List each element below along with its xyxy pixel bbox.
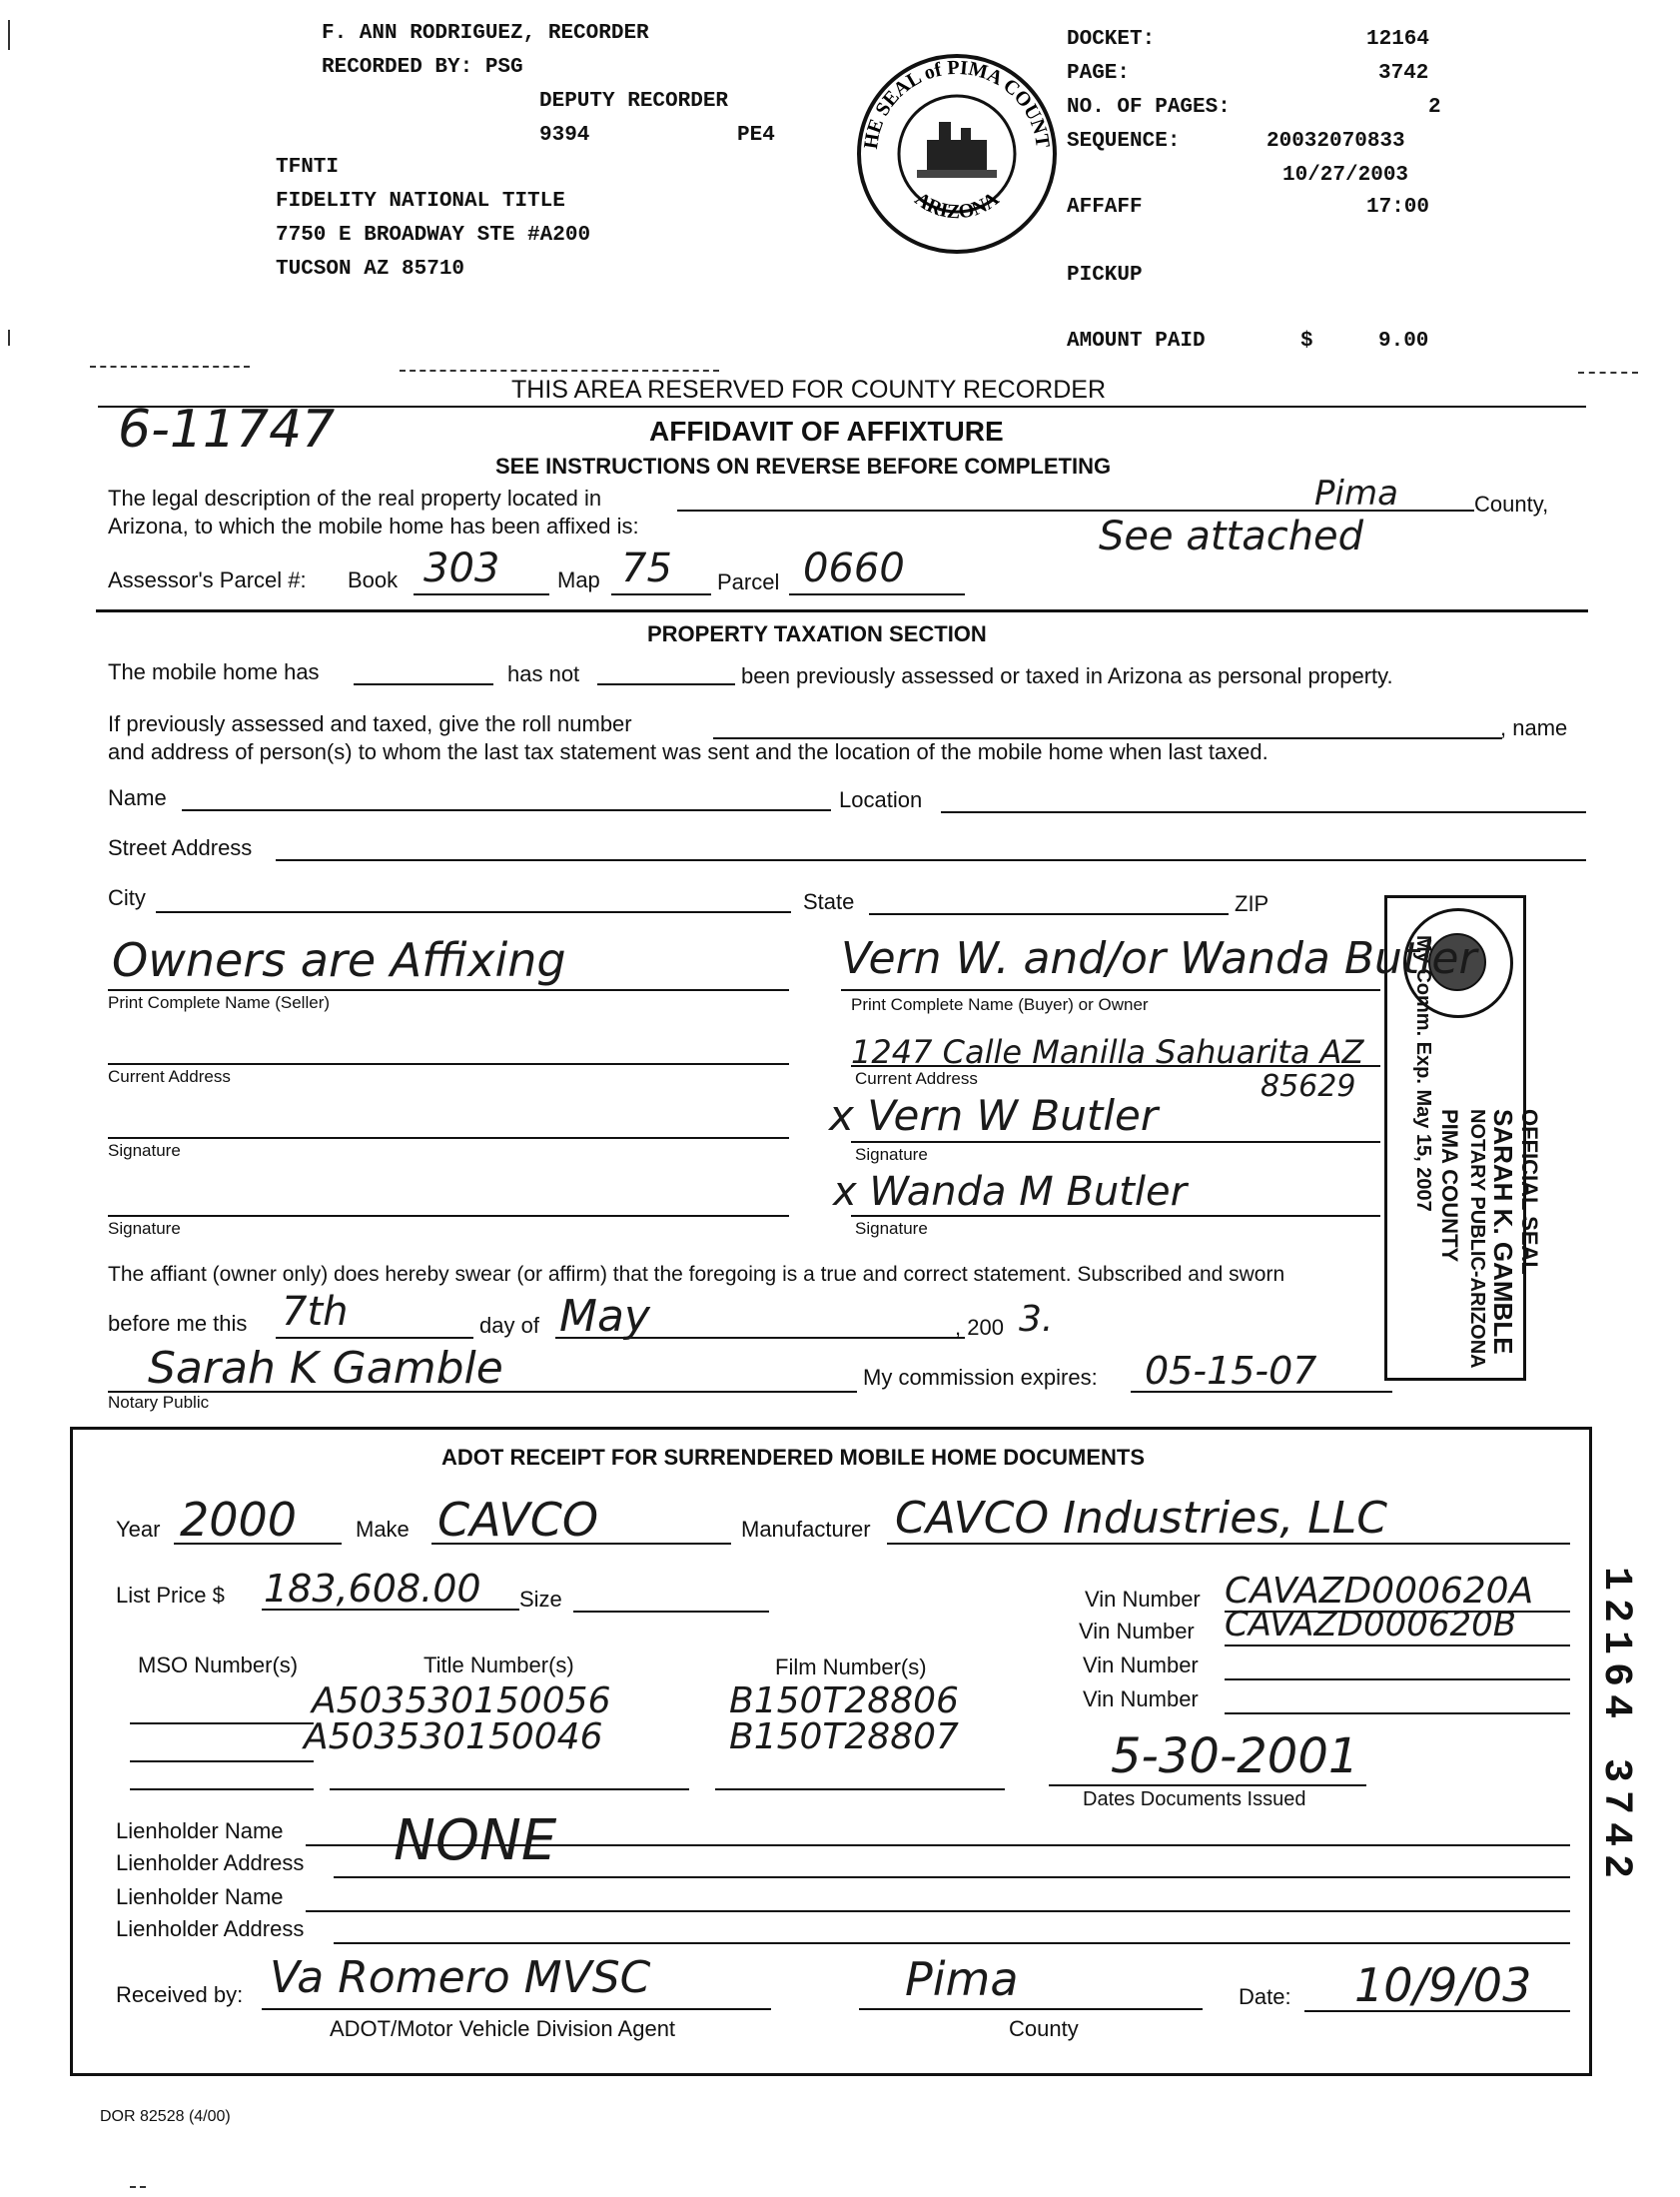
vin-value-2: CAVAZD000620B [1225,1605,1517,1645]
buyer-zip-value: 85629 [1260,1069,1356,1104]
city-field[interactable] [156,911,791,913]
buyer-address-label: Current Address [855,1069,978,1088]
seller-address-label: Current Address [108,1067,231,1086]
list-price-value: 183,608.00 [264,1567,481,1611]
vin-value-1: CAVAZD000620A [1225,1571,1534,1612]
year-label: Year [116,1517,161,1542]
year-prefix: , 200 [955,1315,1004,1340]
notary-seal-expiration: My Comm. Exp. May 15, 2007 [1412,935,1434,1212]
seller-signature-label: Signature [108,1141,181,1160]
notary-seal-public: NOTARY PUBLIC-ARIZONA [1466,1109,1488,1369]
mso-field-3[interactable] [130,1788,314,1790]
affaff-label: AFFAFF [1067,196,1143,219]
scan-mark [8,330,10,346]
pages-label: NO. OF PAGES: [1067,96,1231,119]
reserved-area-label: THIS AREA RESERVED FOR COUNTY RECORDER [511,376,1107,404]
pages-value: 2 [1428,96,1441,119]
docket-value: 12164 [1366,28,1430,51]
parcel-number-label: Assessor's Parcel #: [108,567,307,592]
list-price-label: List Price $ [116,1583,225,1608]
notary-signature-field[interactable] [108,1391,857,1393]
tax-location-label: Location [839,787,923,812]
scan-dash [130,2186,146,2188]
day-of-label: day of [479,1313,539,1338]
size-field[interactable] [573,1611,769,1613]
scan-dash [1578,372,1638,374]
pickup-label: PICKUP [1067,264,1143,287]
has-not-label: has not [507,661,580,686]
roll-number-label-2: and address of person(s) to whom the last tax statement was sent and the location of the mobile home when last taxed. [108,739,1268,764]
notary-seal-county: PIMA COUNTY [1437,1109,1462,1263]
size-label: Size [519,1587,562,1612]
return-address-line: 7750 E BROADWAY STE #A200 [276,224,591,247]
pima-county-seal [855,52,1059,256]
buyer-signature-field-2[interactable] [851,1215,1380,1217]
before-me-label: before me this [108,1311,248,1336]
film-number-2: B150T28807 [729,1716,959,1757]
buyer-signature-label-2: Signature [855,1219,928,1238]
film-field-3[interactable] [715,1788,1005,1790]
vin-label-2: Vin Number [1079,1619,1195,1644]
amount-paid-value: 9.00 [1378,330,1429,353]
state-field[interactable] [869,913,1229,915]
seal-top-text: HE SEAL of PIMA COUNT [859,56,1054,151]
parcel-field[interactable] [789,593,965,595]
title-field-3[interactable] [330,1788,689,1790]
svg-text:ARIZONA [911,188,1004,224]
adot-heading: ADOT RECEIPT FOR SURRENDERED MOBILE HOME DOCUMENTS [441,1445,1146,1470]
return-address-line: TFNTI [276,156,340,179]
vin-label-4: Vin Number [1083,1686,1199,1711]
vin-field-3[interactable] [1225,1678,1570,1680]
sequence-label: SEQUENCE: [1067,130,1181,153]
buyer-address-value: 1247 Calle Manilla Sahuarita AZ [851,1033,1364,1071]
book-value: 303 [423,546,500,591]
seller-name-label: Print Complete Name (Seller) [108,993,331,1012]
scan-dash [400,370,719,372]
buyer-address-field[interactable] [851,1065,1380,1067]
received-by-label: Received by: [116,1982,244,2007]
parcel-label: Parcel [717,569,780,594]
lienholder-name-field-2[interactable] [306,1910,1570,1912]
map-field[interactable] [611,593,711,595]
manufacturer-label: Manufacturer [741,1517,871,1542]
buyer-name-field[interactable] [841,989,1380,991]
commission-label: My commission expires: [863,1365,1098,1390]
seller-signature-field-2[interactable] [108,1215,789,1217]
see-attached-value: See attached [1099,514,1364,559]
notary-signature: Sarah K Gamble [148,1343,503,1394]
year-value: 3. [1019,1299,1054,1340]
year-value: 2000 [180,1493,298,1547]
notary-seal-official: OFFICIAL SEAL [1517,1109,1542,1275]
map-label: Map [557,567,600,592]
buyer-signature-field-1[interactable] [851,1141,1380,1143]
has-not-field[interactable] [597,683,735,685]
lienholder-name-label: Lienholder Name [116,1818,284,1843]
buyer-name-value: Vern W. and/or Wanda Butler [841,933,1477,984]
book-field[interactable] [414,593,549,595]
commission-value: 05-15-07 [1145,1349,1317,1393]
recorder-name: F. ANN RODRIGUEZ, RECORDER [322,22,649,45]
seal-bottom-text: ARIZONA [910,187,1004,224]
state-label: State [803,889,855,914]
buyer-signature-2: x Wanda M Butler [833,1169,1188,1215]
return-address-line: FIDELITY NATIONAL TITLE [276,190,565,213]
seller-name-field[interactable] [108,989,789,991]
name-suffix: , name [1500,715,1568,740]
received-by-signature: Va Romero MVSC [270,1952,651,2003]
book-label: Book [348,567,399,592]
tax-section-heading: PROPERTY TAXATION SECTION [647,621,987,646]
county-value: Pima [1314,474,1398,514]
oath-text: The affiant (owner only) does hereby swear (or affirm) that the foregoing is a true and correct statement. Subscribed and sworn [108,1263,1285,1286]
mso-field-1[interactable] [130,1722,314,1724]
day-value: 7th [282,1289,349,1335]
assessed-text: been previously assessed or taxed in Arizona as personal property. [741,663,1393,688]
county-signature: Pima [905,1952,1019,2006]
received-by-field[interactable] [262,2008,771,2010]
form-number: DOR 82528 (4/00) [100,2108,231,2125]
seller-name-value: Owners are Affixing [112,933,566,987]
vin-field-2[interactable] [1225,1645,1570,1647]
month-value: May [559,1291,650,1342]
record-time: 17:00 [1366,196,1430,219]
buyer-signature-1: x Vern W Butler [829,1091,1159,1140]
street-address-field[interactable] [276,859,1586,861]
tax-name-label: Name [108,785,167,810]
lienholder-address-field-2[interactable] [334,1942,1570,1944]
manufacturer-value: CAVCO Industries, LLC [895,1493,1387,1544]
seller-address-field[interactable] [108,1063,789,1065]
lienholder-name-label-2: Lienholder Name [116,1884,284,1909]
vin-field-4[interactable] [1225,1712,1570,1714]
buyer-signature-label-1: Signature [855,1145,928,1164]
recorder-code-2: PE4 [737,124,775,147]
return-address-line: TUCSON AZ 85710 [276,258,465,281]
form-title: AFFIDAVIT OF AFFIXTURE [649,416,1004,447]
has-field[interactable] [354,683,493,685]
recorder-code: 9394 [539,124,590,147]
sequence-value: 20032070833 [1266,130,1405,153]
amount-paid-label: AMOUNT PAID [1067,330,1206,353]
date-label: Date: [1239,1984,1291,2009]
has-label: The mobile home has [108,659,320,684]
seller-signature-field[interactable] [108,1137,789,1139]
roll-number-label: If previously assessed and taxed, give the roll number [108,711,632,736]
parcel-value: 0660 [803,546,905,591]
amount-currency: $ [1300,330,1313,353]
make-value: CAVCO [437,1493,599,1547]
record-date: 10/27/2003 [1282,164,1409,187]
day-field[interactable] [276,1337,473,1339]
recorded-by: RECORDED BY: PSG [322,56,523,79]
page-value: 3742 [1378,62,1429,85]
deputy-recorder: DEPUTY RECORDER [539,90,729,113]
date-value: 10/9/03 [1354,1958,1532,2012]
scan-dash [90,366,250,368]
legal-description-label-2: Arizona, to which the mobile home has been affixed is: [108,514,639,539]
county-field[interactable] [859,2008,1203,2010]
issued-date-value: 5-30-2001 [1111,1728,1359,1784]
street-address-label: Street Address [108,835,253,860]
legal-description-label: The legal description of the real property located in [108,486,602,511]
docket-label: DOCKET: [1067,28,1156,51]
title-number-label: Title Number(s) [423,1652,574,1677]
svg-text:THE SEAL of PIMA COUNTY [855,52,1054,150]
mso-field-2[interactable] [130,1760,314,1762]
lienholder-address-label-2: Lienholder Address [116,1916,305,1941]
lienholder-address-field[interactable] [334,1876,1570,1878]
scan-mark [8,20,10,50]
tax-name-field[interactable] [182,809,831,811]
make-label: Make [356,1517,410,1542]
vin-label-1: Vin Number [1085,1587,1201,1612]
zip-label: ZIP [1235,891,1269,916]
file-number: 6-11747 [118,400,336,460]
notary-seal-name: SARAH K. GAMBLE [1488,1109,1518,1355]
film-number-1: B150T28806 [729,1680,959,1721]
county-label: County [1009,2016,1079,2041]
divider [96,609,1588,612]
side-docket-stamp: 12164 3742 [1593,1567,1638,1887]
buyer-name-label: Print Complete Name (Buyer) or Owner [851,995,1149,1014]
page-label: PAGE: [1067,62,1131,85]
vin-label-3: Vin Number [1083,1652,1199,1677]
city-label: City [108,885,146,910]
lienholder-address-label: Lienholder Address [116,1850,305,1875]
agent-label: ADOT/Motor Vehicle Division Agent [330,2016,676,2041]
notary-public-label: Notary Public [108,1393,210,1412]
mso-number-label: MSO Number(s) [138,1652,299,1677]
issued-date-field[interactable] [1049,1784,1366,1786]
seller-signature-label-2: Signature [108,1219,181,1238]
map-value: 75 [621,546,672,591]
county-label: County, [1474,492,1549,517]
film-number-label: Film Number(s) [775,1654,927,1679]
title-number-2: A503530150046 [304,1716,603,1757]
title-number-1: A503530150056 [312,1680,611,1721]
tax-location-field[interactable] [941,811,1586,813]
issued-date-label: Dates Documents Issued [1083,1788,1306,1810]
form-subtitle: SEE INSTRUCTIONS ON REVERSE BEFORE COMPLETING [495,454,1112,479]
lienholder-value: NONE [394,1808,557,1873]
